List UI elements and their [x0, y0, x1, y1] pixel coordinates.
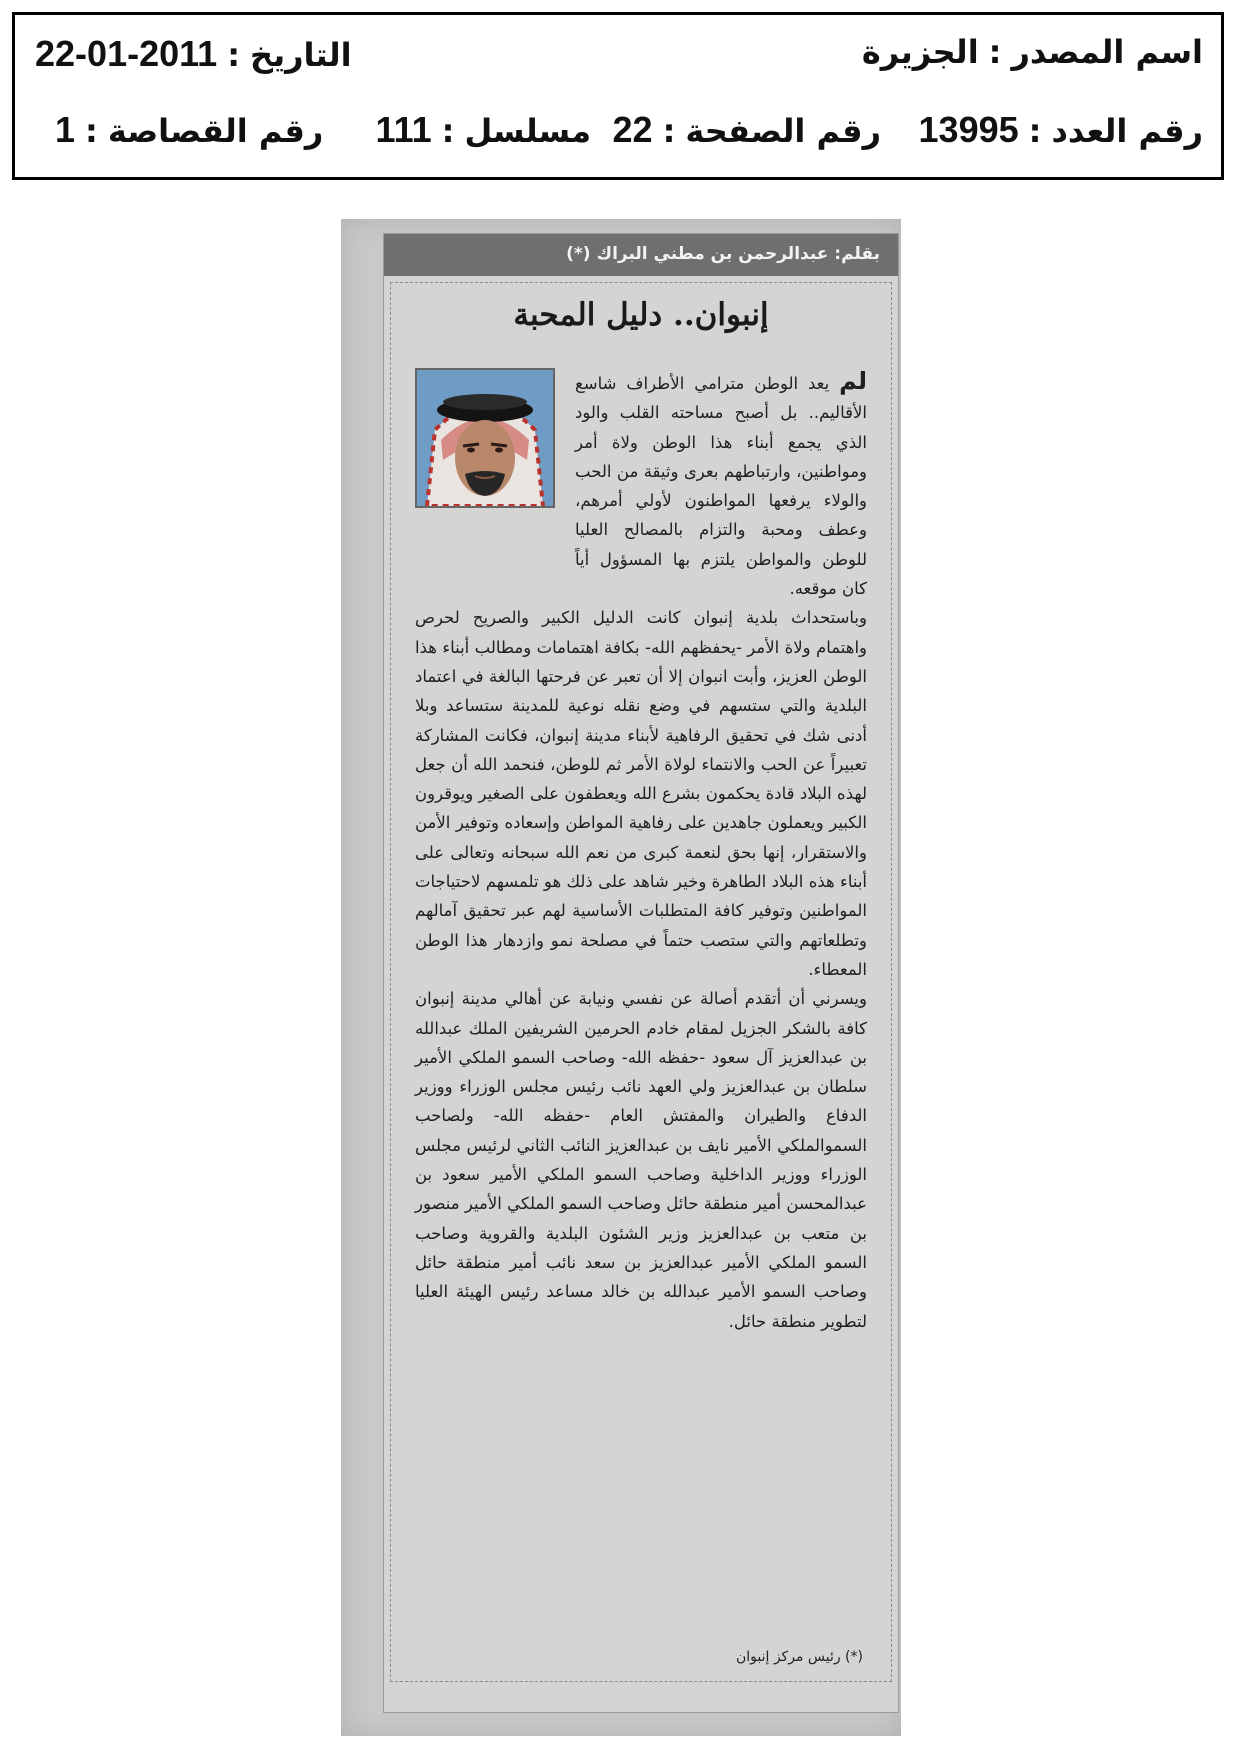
header-row-2 [15, 109, 1221, 169]
source-separator: : [988, 33, 1002, 71]
date-value: 2011-01-22 [35, 33, 218, 74]
clipping-header [12, 12, 1224, 180]
newspaper-clipping [341, 219, 901, 1736]
headline: إنبوان.. دليل المحبة [513, 297, 769, 333]
serial-separator: : [441, 112, 455, 150]
page-field [613, 109, 881, 151]
paragraph-1-text: يعد الوطن مترامي الأطراف شاسع الأقاليم.. بل أصبح مساحته القلب والود الذي يجمع أبناء هذا الوطن ولاة أمر ومواطنين، وارتباطهم بعرى وثيقة من الحب والولاء يرفعها المواطنون لأولي أمرهم، وعطف ومحبة والتزام بالمصالح العليا للوطن والمواطن يلتزم بها المسؤول أياً كان موقعه. [575, 374, 867, 599]
author-photo [415, 368, 555, 508]
article-body [415, 367, 867, 1336]
serial-value: 111 [375, 109, 432, 150]
dropcap: لم [839, 367, 867, 395]
byline: بقلم: عبدالرحمن بن مطني البراك (*) [566, 244, 880, 264]
clip-number-field [55, 109, 323, 151]
serial-label: مسلسل [464, 112, 591, 150]
issue-field [919, 109, 1203, 151]
issue-value: 13995 [918, 109, 1019, 150]
date-label: التاريخ [250, 36, 352, 74]
clip-number-label: رقم القصاصة [107, 112, 324, 150]
paragraph-3: ويسرني أن أتقدم أصالة عن نفسي ونيابة عن أهالي مدينة إنبوان كافة بالشكر الجزيل لمقام خادم الحرمين الشريفين الملك عبدالله بن عبدالعزيز آل سعود -حفظه الله- وصاحب السمو الملكي الأمير سلطان بن عبدالعزيز ولي العهد نائب رئيس مجلس الوزراء ووزير الدفاع والطيران والمفتش العام -حفظه الله- ولصاحب السموالملكي الأمير نايف بن عبدالعزيز النائب الثاني لرئيس مجلس الوزراء ووزير الداخلية وصاحب السمو الملكي الأمير سعود بن عبدالمحسن أمير منطقة حائل وصاحب السمو الملكي الأمير منصور بن متعب بن عبدالعزيز وزير الشئون البلدية والقروية وصاحب السمو الملكي الأمير عبدالعزيز بن سعد نائب أمير منطقة حائل وصاحب السمو الأمير عبدالله بن خالد مساعد رئيس الهيئة العليا لتطوير منطقة حائل. [415, 989, 867, 1331]
paragraph-2: وباستحداث بلدية إنبوان كانت الدليل الكبير والصريح لحرص واهتمام ولاة الأمر -يحفظهم الله- بكافة اهتمامات ومطالب أبناء هذا الوطن العزيز، وأبت انبوان إلا أن تعبر عن فرحتها البالغة في اعتماد البلدية والتي ستسهم في وضع نقله نوعية للمدينة ستساعد وبلا أدنى شك في تحقيق الرفاهية لأبناء مدينة إنبوان، فكانت المشاركة تعبيراً عن الحب والانتماء لولاة الأمر ثم للوطن، فنحمد الله أن جعل لهذه البلاد قادة يحكمون بشرع الله ويعطفون على الصغير ويوقرون الكبير ويعملون جاهدين على رفاهية المواطن وإسعاده وتوفير الأمن والاستقرار، إنها بحق لنعمة كبرى من نعم الله سبحانه وتعالى على أبناء هذه البلاد الطاهرة وخير شاهد على ذلك هو تلمسهم لاحتياجات المواطنين وتوفير كافة المتطلبات الأساسية لهم عبر تحقيق آمالهم وتطلعاتهم والتي ستصب حتماً في مصلحة نمو وازدهار هذا الوطن المعطاء. [415, 608, 867, 979]
source-value: الجزيرة [861, 33, 979, 71]
source-label: اسم المصدر [1011, 33, 1203, 71]
page-label: رقم الصفحة [685, 112, 881, 150]
date-field [35, 33, 352, 75]
clip-number-separator: : [85, 112, 98, 150]
author-footnote: (*) رئيس مركز إنبوان [735, 1649, 863, 1665]
issue-separator: : [1028, 112, 1042, 150]
source-field [862, 33, 1203, 71]
page-separator: : [662, 112, 676, 150]
issue-label: رقم العدد [1051, 112, 1203, 150]
clip-number-value: 1 [55, 109, 76, 150]
header-row-1 [15, 33, 1221, 93]
author-portrait-image [417, 370, 553, 506]
page-value: 22 [612, 109, 653, 150]
date-separator: : [227, 36, 240, 74]
byline-bar [384, 234, 898, 276]
article-frame [390, 282, 892, 1682]
article-column [383, 233, 899, 1713]
serial-field [376, 109, 591, 151]
